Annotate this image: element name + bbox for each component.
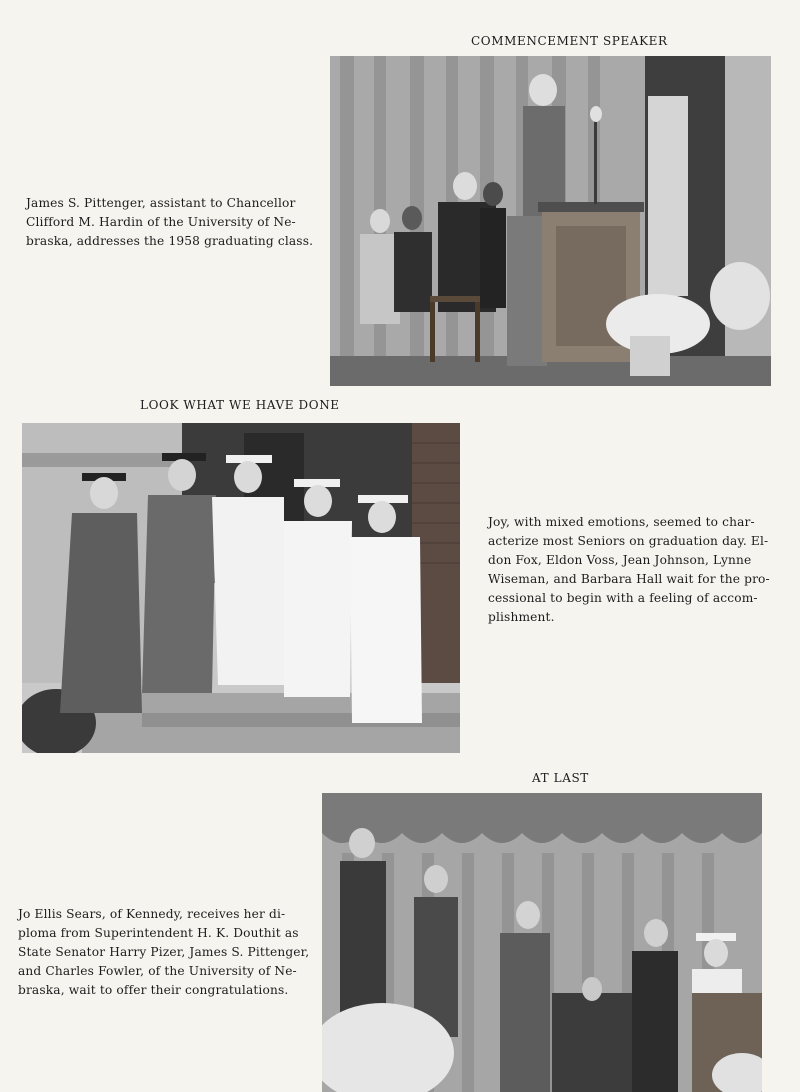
- caption-line: cessional to begin with a feeling of accom-: [488, 591, 758, 605]
- heading-at-last: AT LAST: [532, 771, 589, 785]
- photo-commencement-speaker: [330, 56, 771, 386]
- heading-commencement-speaker: COMMENCEMENT SPEAKER: [471, 34, 668, 48]
- caption-line: plishment.: [488, 610, 555, 624]
- caption-line: ploma from Superintendent H. K. Douthit as: [18, 926, 299, 940]
- photo-graduates: [22, 423, 460, 753]
- photo-diploma-presentation: [322, 793, 762, 1092]
- caption-line: Wiseman, and Barbara Hall wait for the pro-: [488, 572, 770, 586]
- caption-commencement-speaker: [26, 194, 313, 251]
- caption-line: Jo Ellis Sears, of Kennedy, receives her di-: [18, 907, 286, 921]
- heading-look-what-we-have-done: LOOK WHAT WE HAVE DONE: [140, 398, 340, 412]
- caption-graduates: [488, 513, 770, 627]
- caption-line: and Charles Fowler, of the University of Ne-: [18, 964, 297, 978]
- caption-line: James S. Pittenger, assistant to Chancellor: [26, 196, 296, 210]
- caption-line: State Senator Harry Pizer, James S. Pittenger,: [18, 945, 310, 959]
- caption-line: braska, addresses the 1958 graduating class.: [26, 234, 314, 248]
- caption-line: braska, wait to offer their congratulations.: [18, 983, 289, 997]
- caption-line: acterize most Seniors on graduation day. El-: [488, 534, 769, 548]
- caption-line: Joy, with mixed emotions, seemed to char-: [488, 515, 755, 529]
- caption-line: don Fox, Eldon Voss, Jean Johnson, Lynne: [488, 553, 752, 567]
- caption-diploma: [18, 905, 309, 1000]
- caption-line: Clifford M. Hardin of the University of Ne-: [26, 215, 296, 229]
